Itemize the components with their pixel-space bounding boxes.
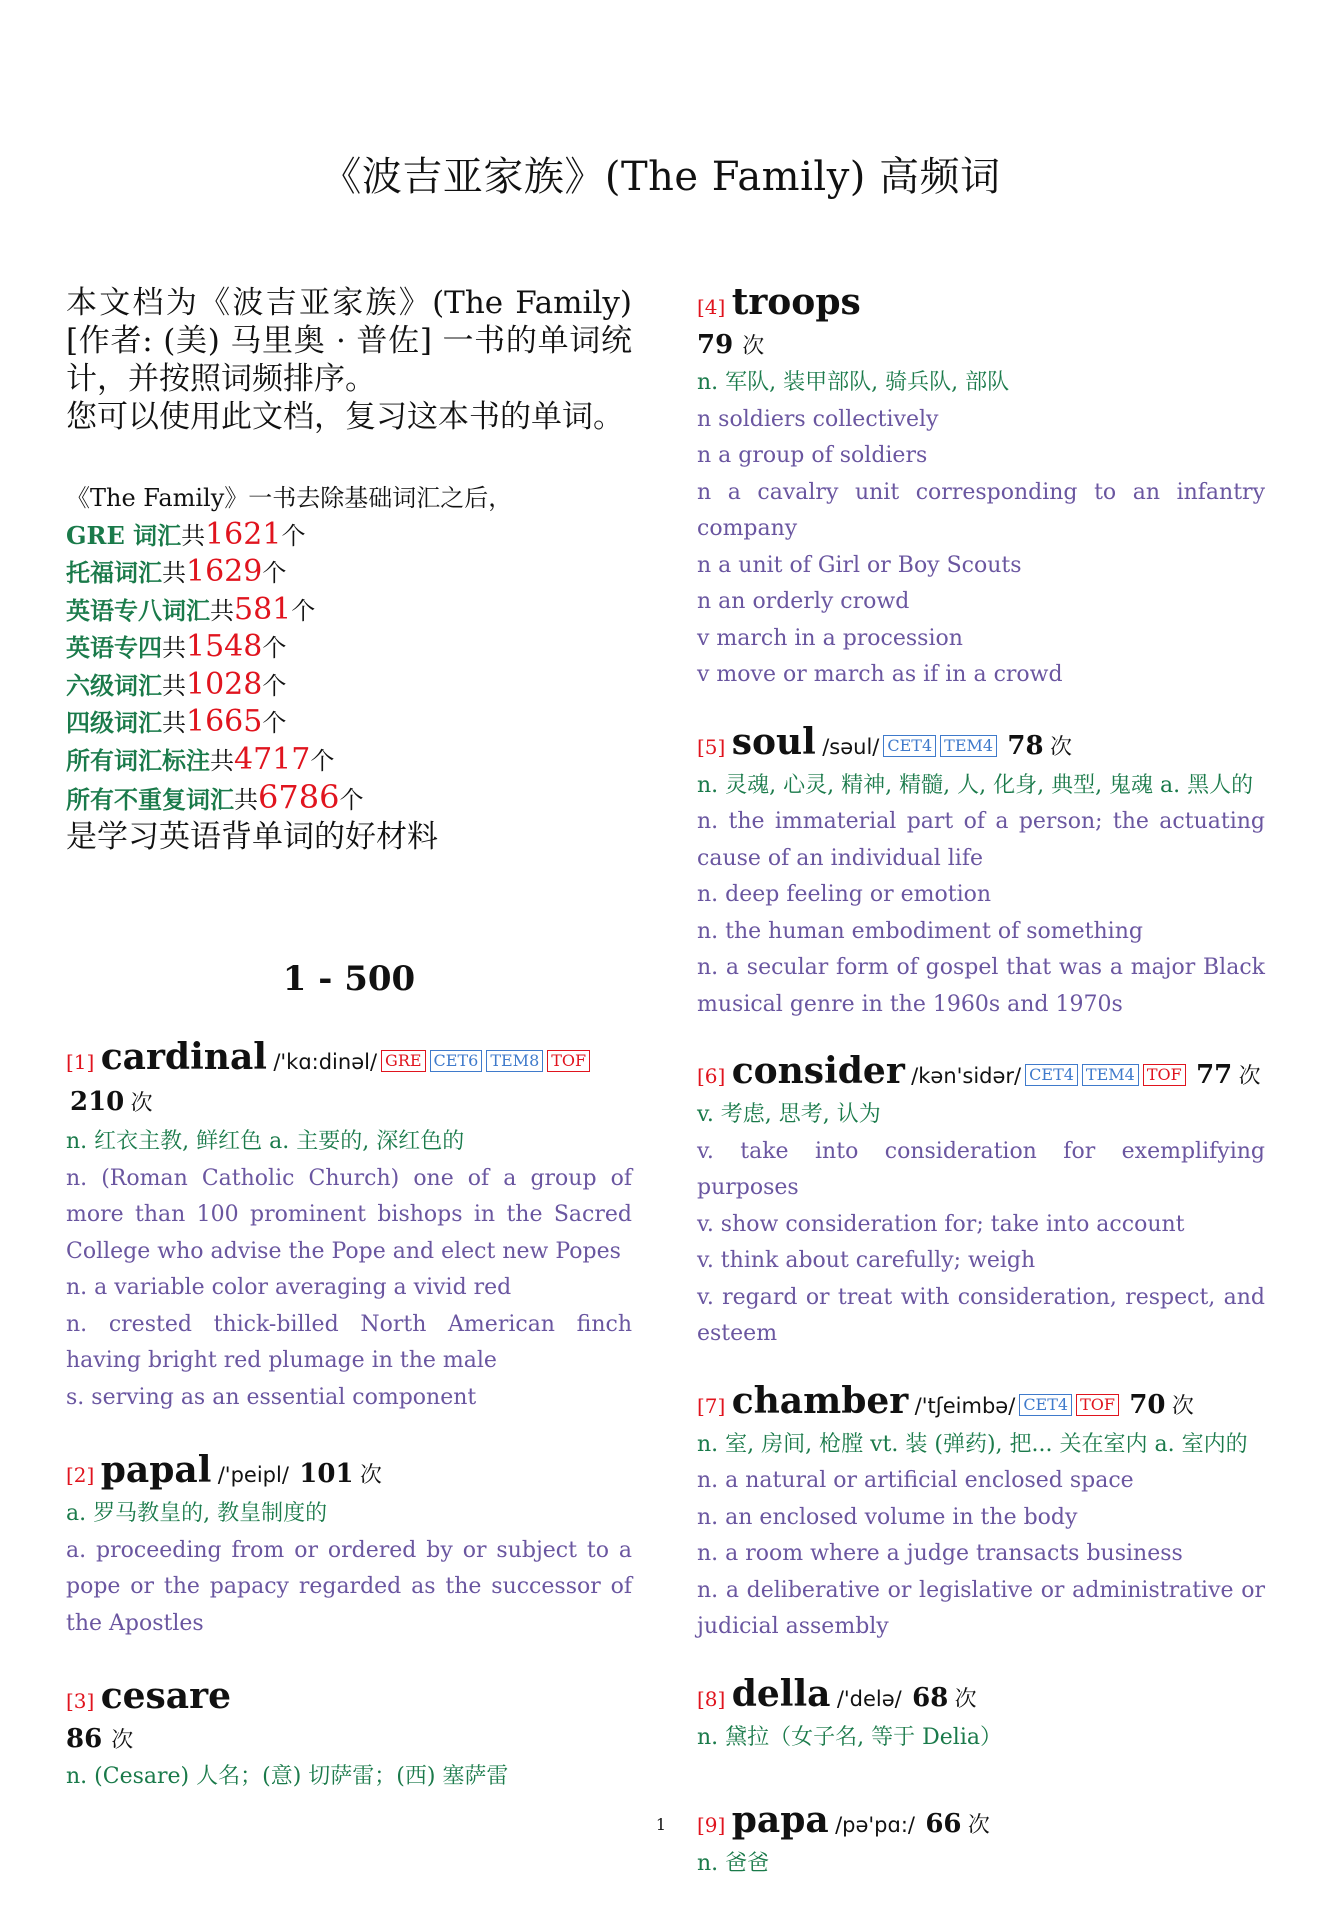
page-number: 1 bbox=[655, 1815, 667, 1834]
entry-count: 86 bbox=[66, 1724, 103, 1754]
entry-header bbox=[66, 1450, 632, 1496]
entry-header bbox=[697, 1051, 1265, 1097]
stat-row bbox=[66, 554, 632, 592]
entry-chinese: n. 红衣主教, 鲜红色 a. 主要的, 深红色的 bbox=[66, 1129, 465, 1154]
entry-definition: n. a secular form of gospel that was a major Black musical genre in the 1960s and 1970s bbox=[697, 955, 1265, 1017]
entry-index: [5] bbox=[697, 734, 726, 759]
stat-label: 所有词汇标注 bbox=[66, 745, 210, 775]
entry-definition: s. serving as an essential component bbox=[66, 1384, 477, 1410]
entry-definition: n an orderly crowd bbox=[697, 589, 910, 614]
stat-suffix: 共 bbox=[162, 559, 186, 587]
level-tag: TEM8 bbox=[486, 1050, 543, 1072]
entry-definition: v. think about carefully; weigh bbox=[697, 1248, 1036, 1273]
entry-header bbox=[697, 722, 1265, 768]
entry-word: cesare bbox=[100, 1675, 231, 1717]
entry-count-line bbox=[66, 1721, 632, 1759]
entry-definition: n. a natural or artificial enclosed space bbox=[697, 1468, 1134, 1493]
level-tag: TEM4 bbox=[940, 735, 997, 757]
stat-unit: 个 bbox=[281, 521, 306, 550]
count-unit: 次 bbox=[359, 1463, 382, 1488]
stats-list bbox=[66, 517, 632, 819]
entry-definition: n soldiers collectively bbox=[697, 406, 939, 432]
stat-label: GRE 词汇 bbox=[66, 520, 182, 550]
entry-count: 79 bbox=[697, 330, 734, 360]
word-entry bbox=[697, 1800, 1265, 1883]
level-tag: TOF bbox=[1143, 1064, 1186, 1086]
level-tag: CET4 bbox=[1025, 1064, 1078, 1086]
entry-header bbox=[697, 282, 1265, 327]
count-unit: 次 bbox=[954, 1686, 977, 1712]
stat-number: 1665 bbox=[186, 704, 263, 739]
count-unit: 次 bbox=[967, 1813, 990, 1838]
entry-index: [1] bbox=[66, 1050, 95, 1074]
stat-unit: 个 bbox=[339, 786, 364, 814]
entry-index: [2] bbox=[66, 1463, 95, 1487]
entry-index: [9] bbox=[697, 1813, 726, 1837]
entry-count: 210 bbox=[70, 1087, 125, 1117]
stat-label: 四级词汇 bbox=[66, 708, 162, 737]
left-column bbox=[66, 284, 632, 1824]
level-tag: TEM4 bbox=[1082, 1064, 1139, 1086]
stat-row bbox=[66, 629, 632, 667]
stat-number: 1629 bbox=[186, 554, 263, 589]
entry-definition: v move or march as if in a crowd bbox=[697, 662, 1063, 687]
entry-index: [7] bbox=[697, 1393, 726, 1418]
word-entry bbox=[697, 282, 1265, 694]
intro-line-1: 本文档为《波吉亚家族》(The Family)[作者: (美) 马里奥 · 普佐] 一书的单词统计，并按照词频排序。 bbox=[66, 285, 632, 397]
word-entry bbox=[697, 1381, 1265, 1646]
stat-number: 6786 bbox=[258, 778, 340, 816]
entry-index: [8] bbox=[697, 1686, 726, 1711]
entry-definition: n. (Roman Catholic Church) one of a group of more than 100 prominent bishops in the Sacred College who advise the Pope and elect new Popes bbox=[66, 1165, 632, 1264]
entry-definition: v. show consideration for; take into account bbox=[697, 1211, 1185, 1237]
count-unit: 次 bbox=[1238, 1064, 1261, 1089]
entry-chinese: n. (Cesare) 人名；(意) 切萨雷；(西) 塞萨雷 bbox=[66, 1764, 509, 1789]
count-unit: 次 bbox=[130, 1091, 153, 1116]
entry-count: 68 bbox=[912, 1682, 949, 1713]
entry-ipa: /'delə/ bbox=[836, 1686, 902, 1711]
level-tag: TOF bbox=[547, 1050, 590, 1072]
stat-suffix: 共 bbox=[162, 671, 186, 700]
entry-chinese: n. 室, 房间, 枪膛 vt. 装 (弹药), 把... 关在室内 a. 室内的 bbox=[697, 1431, 1248, 1457]
stat-label: 所有不重复词汇 bbox=[66, 785, 234, 814]
entry-word: cardinal bbox=[100, 1036, 267, 1078]
stat-label: 英语专八词汇 bbox=[66, 595, 210, 625]
entry-word: della bbox=[731, 1672, 831, 1715]
level-tag: CET4 bbox=[883, 735, 936, 757]
entry-definition: n. deep feeling or emotion bbox=[697, 882, 992, 907]
stat-suffix: 共 bbox=[234, 786, 258, 814]
stat-row bbox=[66, 592, 632, 630]
range-heading: 1 - 500 bbox=[282, 959, 416, 999]
stat-number: 4717 bbox=[234, 741, 311, 777]
stats-lead: 《The Family》一书去除基础词汇之后， bbox=[66, 484, 513, 512]
entry-ipa: /pə'pɑ:/ bbox=[835, 1813, 915, 1837]
entry-ipa: /'kɑ:dinəl/ bbox=[273, 1050, 378, 1074]
level-tag: CET6 bbox=[430, 1050, 483, 1072]
word-entry bbox=[66, 1450, 632, 1642]
entry-count-line bbox=[697, 327, 1265, 365]
entry-definition: n. a room where a judge transacts business bbox=[697, 1541, 1183, 1566]
stat-number: 581 bbox=[234, 591, 292, 627]
entry-definition: n a cavalry unit corresponding to an infantry company bbox=[697, 479, 1265, 541]
stat-unit: 个 bbox=[291, 596, 316, 625]
entry-definition: v. take into consideration for exemplifying purposes bbox=[697, 1138, 1265, 1200]
stat-suffix: 共 bbox=[162, 634, 186, 662]
stat-unit: 个 bbox=[262, 634, 287, 662]
intro-line-2: 您可以使用此文档，复习这本书的单词。 bbox=[66, 399, 624, 435]
entry-chinese: n. 黛拉（女子名, 等于 Delia） bbox=[697, 1724, 1002, 1750]
stat-unit: 个 bbox=[262, 709, 287, 737]
count-unit: 次 bbox=[742, 334, 765, 359]
entry-definition: n. an enclosed volume in the body bbox=[697, 1504, 1078, 1530]
entry-definition: n. the immaterial part of a person; the actuating cause of an individual life bbox=[697, 809, 1265, 871]
entry-word: chamber bbox=[731, 1379, 909, 1422]
entry-header bbox=[66, 1037, 632, 1124]
entry-definition: n a group of soldiers bbox=[697, 443, 928, 468]
entry-definition: n. crested thick-billed North American finch having bright red plumage in the male bbox=[66, 1311, 632, 1373]
stat-unit: 个 bbox=[310, 746, 335, 775]
level-tag: TOF bbox=[1076, 1394, 1119, 1416]
level-tag: GRE bbox=[381, 1050, 426, 1072]
count-unit: 次 bbox=[1171, 1393, 1194, 1419]
stat-unit: 个 bbox=[262, 671, 287, 700]
count-unit: 次 bbox=[111, 1728, 134, 1753]
entry-chinese: n. 爸爸 bbox=[697, 1851, 770, 1876]
word-entry bbox=[66, 1037, 632, 1416]
entry-index: [4] bbox=[697, 295, 726, 319]
entry-ipa: /'peipl/ bbox=[217, 1463, 289, 1487]
entry-index: [3] bbox=[66, 1689, 95, 1713]
entry-ipa: /'tʃeimbə/ bbox=[914, 1393, 1016, 1418]
word-entry bbox=[697, 722, 1265, 1024]
stat-row bbox=[66, 704, 632, 742]
word-entry bbox=[66, 1676, 632, 1796]
entry-count: 77 bbox=[1196, 1060, 1233, 1090]
word-entry bbox=[697, 1674, 1265, 1757]
stats-block bbox=[66, 480, 632, 855]
entry-chinese: v. 考虑, 思考, 认为 bbox=[697, 1102, 881, 1127]
entry-header bbox=[697, 1674, 1265, 1720]
stat-suffix: 共 bbox=[210, 596, 234, 625]
entry-definition: n. a deliberative or legislative or administrative or judicial assembly bbox=[697, 1577, 1265, 1639]
entry-definition: v. regard or treat with consideration, respect, and esteem bbox=[697, 1284, 1265, 1346]
stat-unit: 个 bbox=[262, 559, 287, 587]
entry-definition: n. a variable color averaging a vivid red bbox=[66, 1275, 512, 1300]
stat-number: 1621 bbox=[205, 516, 282, 552]
stat-row bbox=[66, 742, 632, 780]
intro-paragraph bbox=[66, 284, 632, 436]
count-unit: 次 bbox=[1049, 734, 1072, 760]
entries-right bbox=[697, 282, 1265, 1883]
stat-row bbox=[66, 779, 632, 819]
entry-definition: a. proceeding from or ordered by or subject to a pope or the papacy regarded as the successor of the Apostles bbox=[66, 1537, 632, 1636]
entry-count: 78 bbox=[1007, 730, 1044, 761]
page-title: 《波吉亚家族》(The Family) 高频词 bbox=[321, 154, 1001, 200]
entry-word: soul bbox=[731, 720, 816, 763]
entry-count: 101 bbox=[299, 1459, 354, 1489]
entry-definition: v march in a procession bbox=[697, 625, 963, 651]
stat-number: 1548 bbox=[186, 629, 263, 664]
entry-word: consider bbox=[731, 1050, 905, 1092]
entries-left bbox=[66, 1037, 632, 1796]
stat-label: 六级词汇 bbox=[66, 670, 162, 700]
entry-count: 66 bbox=[925, 1809, 962, 1839]
stat-number: 1028 bbox=[186, 666, 263, 702]
entry-ipa: /səul/ bbox=[822, 734, 880, 759]
stat-suffix: 共 bbox=[162, 709, 186, 737]
word-entry bbox=[697, 1051, 1265, 1353]
entry-chinese: n. 军队, 装甲部队, 骑兵队, 部队 bbox=[697, 370, 1010, 395]
stat-row bbox=[66, 517, 632, 555]
stat-row bbox=[66, 667, 632, 705]
entry-count: 70 bbox=[1129, 1389, 1166, 1420]
entry-chinese: a. 罗马教皇的, 教皇制度的 bbox=[66, 1501, 328, 1526]
entry-word: papa bbox=[731, 1799, 829, 1841]
entry-word: papal bbox=[100, 1449, 212, 1491]
entry-definition: n a unit of Girl or Boy Scouts bbox=[697, 552, 1022, 578]
entry-index: [6] bbox=[697, 1064, 726, 1088]
right-column bbox=[697, 282, 1265, 1911]
stat-suffix: 共 bbox=[181, 521, 206, 550]
level-tag: CET4 bbox=[1019, 1394, 1072, 1416]
stat-suffix: 共 bbox=[210, 746, 234, 775]
stats-closing: 是学习英语背单词的好材料 bbox=[66, 818, 438, 855]
stat-label: 托福词汇 bbox=[66, 558, 162, 587]
entry-ipa: /kən'sidər/ bbox=[911, 1064, 1022, 1088]
entry-header bbox=[697, 1381, 1265, 1427]
entry-word: troops bbox=[731, 281, 861, 323]
entry-chinese: n. 灵魂, 心灵, 精神, 精髓, 人, 化身, 典型, 鬼魂 a. 黑人的 bbox=[697, 772, 1254, 798]
stat-label: 英语专四 bbox=[66, 633, 162, 662]
entry-header bbox=[66, 1676, 632, 1721]
entry-definition: n. the human embodiment of something bbox=[697, 918, 1143, 944]
